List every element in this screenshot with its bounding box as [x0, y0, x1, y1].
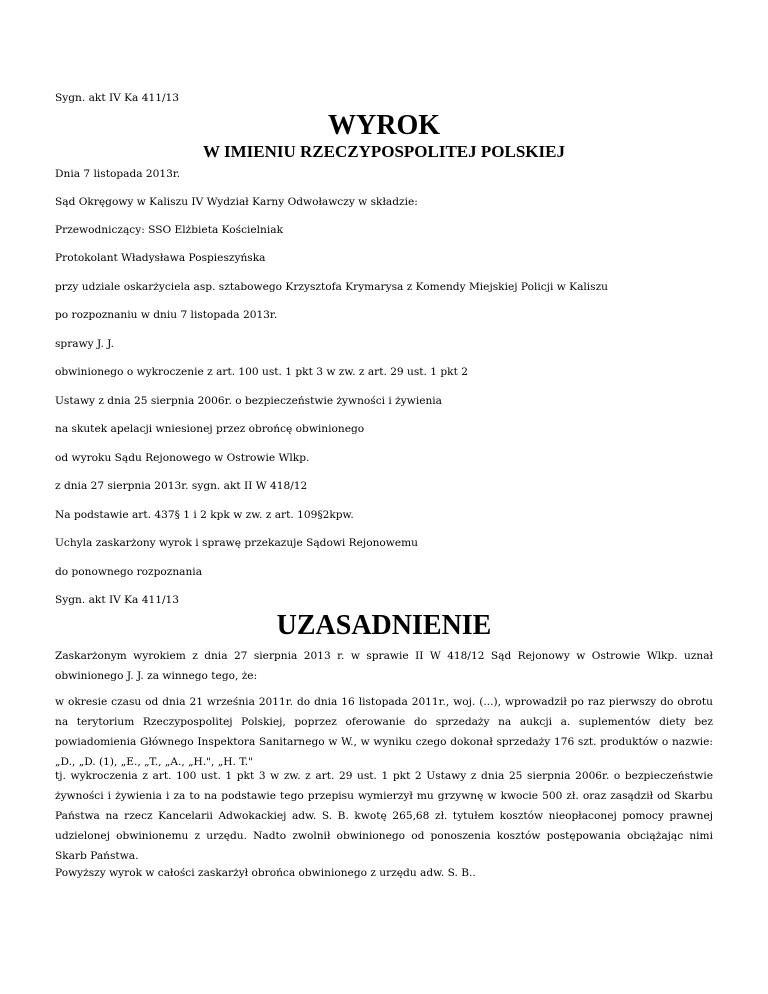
lower-court-date-line: z dnia 27 sierpnia 2013r. sygn. akt II W 418/12 — [55, 480, 308, 492]
hearing-date-line: po rozpoznaniu w dniu 7 listopada 2013r. — [55, 309, 278, 321]
reasons-paragraph-4: Powyższy wyrok w całości zaskarżył obrońca obwinionego z urzędu adw. S. B.. — [55, 867, 476, 879]
ruling-continuation-line: do ponownego rozpoznania — [55, 566, 203, 578]
reasons-paragraph-1: Zaskarżonym wyrokiem z dnia 27 sierpnia 2013 r. w sprawie II W 418/12 Sąd Rejonowy w Ostrowie Wlkp. uznał obwinionego J. J. za winnego tego, że: — [55, 650, 713, 682]
case-number-second: Sygn. akt IV Ka 411/13 — [55, 594, 180, 606]
judgment-title: WYROK — [328, 110, 440, 141]
ruling-line: Uchyla zaskarżony wyrok i sprawę przekazuje Sądowi Rejonowemu — [55, 537, 418, 549]
appeal-line: na skutek apelacji wniesionej przez obrońcę obwinionego — [55, 423, 365, 435]
prosecutor-line: przy udziale oskarżyciela asp. sztabowego Krzysztofa Krymarysa z Komendy Miejskiej Policji w Kaliszu — [55, 281, 609, 293]
case-number-top: Sygn. akt IV Ka 411/13 — [55, 92, 180, 104]
charge-line: obwinionego o wykroczenie z art. 100 ust. 1 pkt 3 w zw. z art. 29 ust. 1 pkt 2 — [55, 366, 468, 378]
presiding-judge: Przewodniczący: SSO Elżbieta Kościelniak — [55, 224, 283, 236]
reasons-paragraph-3: tj. wykroczenia z art. 100 ust. 1 pkt 3 w zw. z art. 29 ust. 1 pkt 2 Ustawy z dnia 25 sierpnia 2006r. o bezpieczeństwie żywności i żywienia i za to na podstawie tego przepisu wymierzył mu grzywnę w kwocie 500 zł. oraz zasądził od Skarbu Państwa na rzecz Kancelarii Adwokackiej adw. S. B. kwotę 265,68 zł. tytułem kosztów nieopłaconej pomocy prawnej udzielonej obwinionemu z urzędu. Nadto zwolnił obwinionego od ponoszenia kosztów postępowania obciążając nimi Skarb Państwa. — [55, 770, 713, 862]
judgment-date: Dnia 7 listopada 2013r. — [55, 168, 181, 180]
judgment-subtitle: W IMIENIU RZECZYPOSPOLITEJ POLSKIEJ — [203, 142, 565, 161]
statute-line: Ustawy z dnia 25 sierpnia 2006r. o bezpieczeństwie żywności i żywienia — [55, 395, 443, 407]
court-reporter: Protokolant Władysława Pospieszyńska — [55, 252, 266, 264]
case-party-line: sprawy J. J. — [55, 338, 114, 350]
legal-basis-line: Na podstawie art. 437§ 1 i 2 kpk w zw. z art. 109§2kpw. — [55, 509, 354, 521]
lower-court-line: od wyroku Sądu Rejonowego w Ostrowie Wlkp. — [55, 452, 310, 464]
reasons-title: UZASADNIENIE — [276, 610, 492, 641]
reasons-paragraph-2: w okresie czasu od dnia 21 września 2011r. do dnia 16 listopada 2011r., woj. (...), wprowadził po raz pierwszy do obrotu na terytorium Rzeczypospolitej Polskiej, poprzez oferowanie do sprzedaży na aukcji a. suplementów diety bez powiadomienia Głównego Inspektora Sanitarnego w W., w wyniku czego dokonał sprzedaży 176 szt. produktów o nazwie: „D., „D. (1), „E., „T., „A., „H.", „H. T." — [55, 696, 713, 768]
court-composition: Sąd Okręgowy w Kaliszu IV Wydział Karny Odwoławczy w składzie: — [55, 196, 418, 208]
